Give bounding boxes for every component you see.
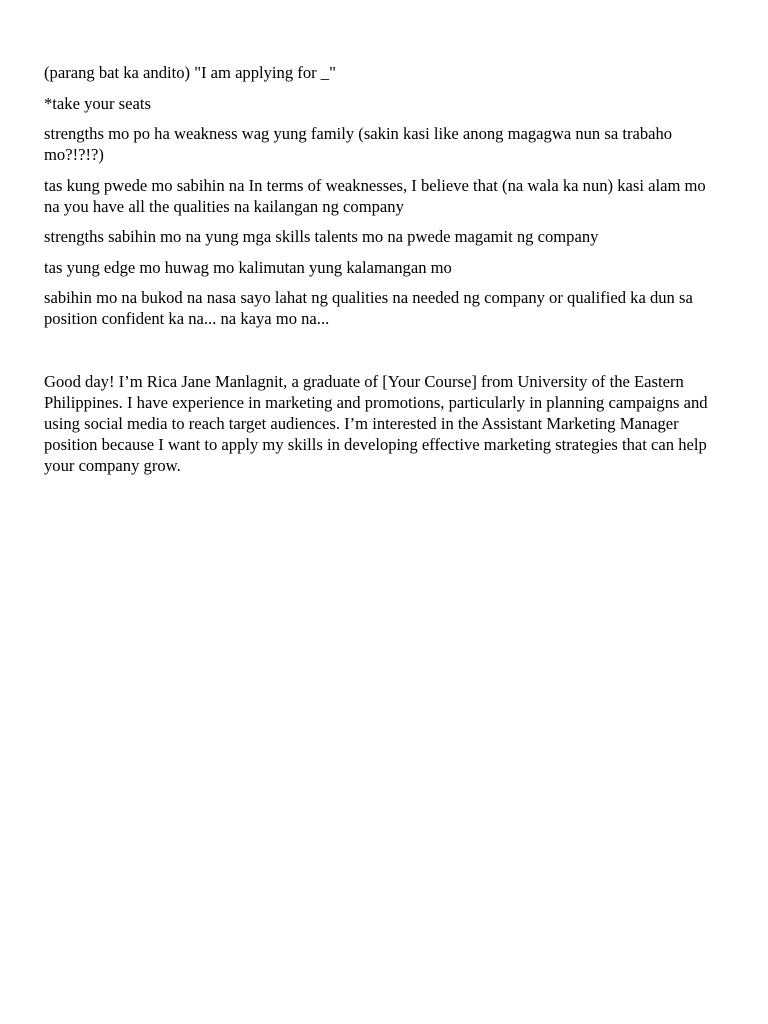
- self-introduction-paragraph: Good day! I’m Rica Jane Manlagnit, a graduate of [Your Course] from University of the Eastern Philippines. I have experience in marketing and promotions, particularly in planning campaigns and using social media to reach target audiences. I’m interested in the Assistant Marketing Manager position because I want to apply my skills in developing effective marketing strategies that can help your company grow.: [44, 371, 708, 475]
- note-weaknesses-answer: tas kung pwede mo sabihin na In terms of weaknesses, I believe that (na wala ka nun) kasi alam mo na you have all the qualities na kailangan ng company: [44, 175, 706, 216]
- note-qualified: sabihin mo na bukod na nasa sayo lahat ng qualities na needed ng company or qualified ka dun sa position confident ka na... na kaya mo na...: [44, 288, 693, 328]
- note-applying-for: (parang bat ka andito) "I am applying for _": [44, 63, 336, 82]
- note-take-your-seats: *take your seats: [44, 93, 151, 113]
- document-body: [44, 62, 708, 485]
- note-strengths-skills: strengths sabihin mo na yung mga skills talents mo na pwede magamit ng company: [44, 227, 599, 246]
- blank-line: [44, 339, 708, 360]
- note-strengths-weakness: strengths mo po ha weakness wag yung family (sakin kasi like anong magagwa nun sa trabaho mo?!?!?): [44, 124, 673, 164]
- note-edge: tas yung edge mo huwag mo kalimutan yung kalamangan mo: [44, 257, 452, 277]
